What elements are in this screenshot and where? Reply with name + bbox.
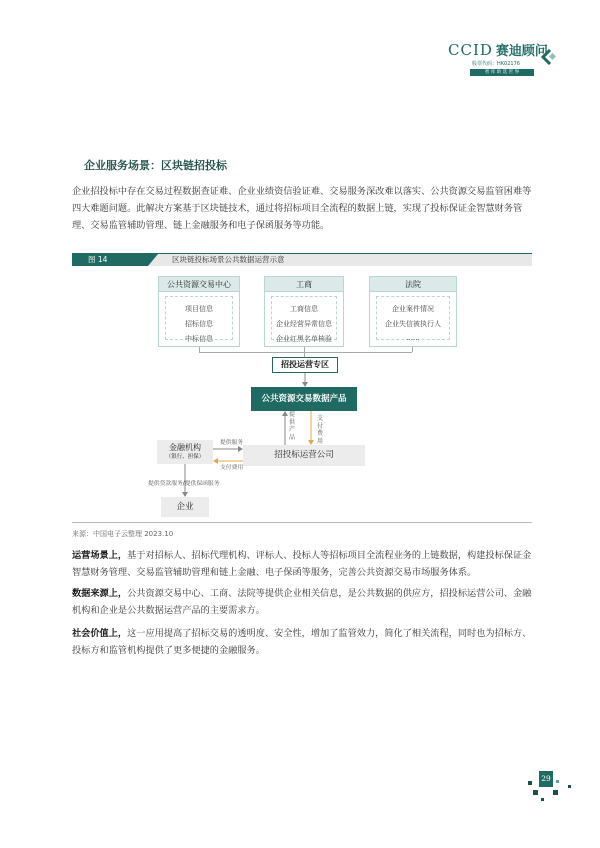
- fin-sub: （银行、担保）: [165, 454, 205, 460]
- connector: [412, 347, 413, 352]
- data-product-box: 公共资源交易数据产品: [251, 387, 357, 411]
- box-commerce: [264, 276, 344, 347]
- box-item: 项目信息: [185, 305, 213, 313]
- figure-number: 图 14: [72, 254, 148, 266]
- box-items: [165, 296, 233, 343]
- box-title: 工商: [265, 277, 343, 292]
- arrow-down-icon: [300, 373, 310, 387]
- bidding-company-box: 招投标运营公司: [243, 445, 365, 466]
- logo-slogan: 智 库 助 选 世 界: [470, 69, 534, 76]
- lead: 社会价值上，: [72, 628, 128, 639]
- section-title: 企业服务场景：区块链招投标: [84, 159, 227, 172]
- label-pay-fee-h: 支付费用: [220, 465, 244, 471]
- decor-square: [541, 798, 544, 801]
- box-public-resource-center: [158, 276, 240, 347]
- decor-square: [568, 785, 571, 788]
- box-title: 法院: [370, 277, 456, 292]
- box-item: 中标信息: [185, 335, 213, 343]
- figure-divider: [72, 522, 532, 523]
- label-provide-product: 提供产品: [288, 411, 295, 441]
- decor-square: [533, 790, 538, 795]
- figure-header: [72, 253, 532, 266]
- text: 这一应用提高了招标交易的透明度、安全性，增加了监管效力，简化了相关流程，同时也为招标方、投标方和监管机构提供了更多便捷的金融服务。: [72, 628, 532, 656]
- box-items: [376, 296, 450, 340]
- figure-source: 来源：中国电子云整理 2023.10: [72, 530, 174, 538]
- label-loan-service: 提供贷款服务/提供保函服务: [148, 481, 220, 487]
- box-title: 公共资源交易中心: [159, 277, 239, 292]
- logo-wordmark: [448, 40, 548, 59]
- paragraph-social-value: [72, 625, 532, 659]
- stock-code: 股票代码：HK02176: [472, 61, 520, 67]
- box-item: 工商信息: [290, 305, 318, 313]
- financial-institution-box: [157, 440, 213, 464]
- paragraph-operation: [72, 547, 532, 581]
- lead: 数据来源上，: [72, 588, 128, 599]
- ccid-logo: [448, 40, 560, 82]
- text: 基于对招标人、招标代理机构、评标人、投标人等招标项目全流程业务的上链数据，构建投标保证金智慧财务管理、交易监管辅助管理和链上金融、电子保函等服务，完善公共资源交易市场服务体系。: [72, 550, 532, 578]
- logo-en: CCID: [448, 41, 493, 59]
- enterprise-box: 企业: [161, 497, 209, 517]
- page-number: 29: [539, 771, 553, 787]
- decor-square: [528, 781, 532, 785]
- connector: [199, 352, 412, 353]
- decor-square: [556, 780, 559, 783]
- label-pay-fee: 支付费用: [316, 415, 323, 445]
- fin-title: 金融机构: [169, 443, 201, 452]
- figure-title: 区块链投标场景公共数据运营示意: [172, 255, 285, 264]
- exchange-arrows-icon: [280, 411, 320, 445]
- lead: 运营场景上，: [72, 550, 128, 561]
- text: 公共资源交易中心、工商、法院等提供企业相关信息，是公共数据的供应方，招投标运营公司、金融机构和企业是公共数据运营产品的主要需求方。: [72, 588, 532, 616]
- box-item: 企业红黑名单核验: [276, 335, 332, 343]
- box-item: 企业案件情况: [392, 305, 434, 313]
- paragraph-data-source: [72, 585, 532, 619]
- chevron-left-icon: [540, 49, 556, 65]
- box-item: ......: [406, 334, 420, 342]
- box-item: 招标信息: [185, 320, 213, 328]
- box-court: [369, 276, 457, 347]
- decor-square: [553, 790, 558, 795]
- intro-paragraph: 企业招投标中存在交易过程数据查证难、企业业绩资信验证难、交易服务深改难以落实、公共资源交易监管困难等四大难题问题。此解决方案基于区块链技术，通过将招标项目全流程的数据上链，实现了投标保证金智慧财务管理、交易监管辅助管理、链上金融服务和电子保函服务等功能。: [72, 186, 532, 231]
- operation-zone: 招投运营专区: [272, 357, 338, 373]
- label-provide-service: 提供服务: [220, 440, 244, 446]
- box-items: [271, 296, 337, 343]
- box-item: 企业经营异常信息: [276, 320, 332, 328]
- logo-cn: 赛迪顾问: [495, 44, 548, 59]
- box-item: 企业失信被执行人: [385, 320, 441, 328]
